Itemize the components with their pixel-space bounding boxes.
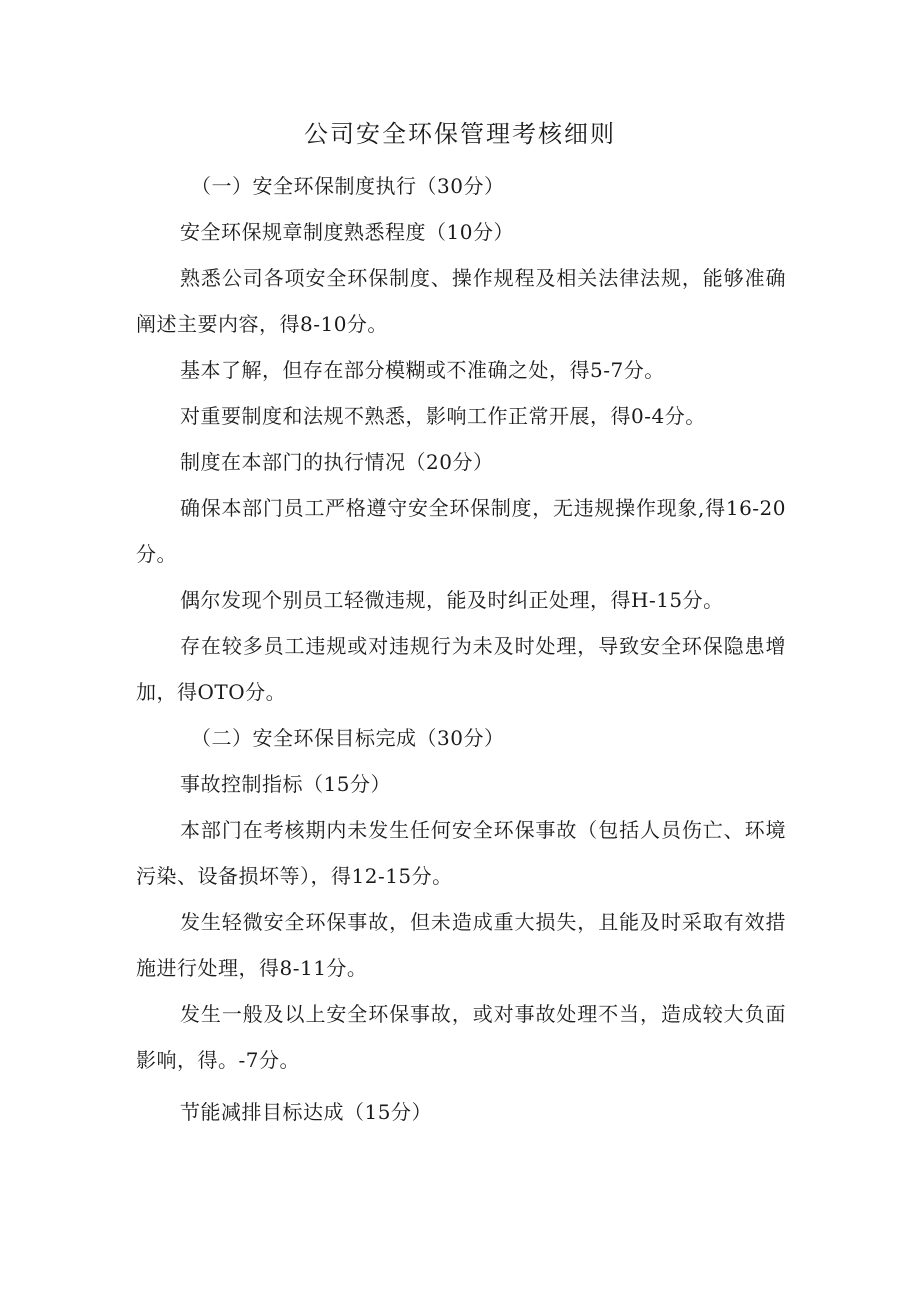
section-heading: （一）安全环保制度执行（30分） [191,174,505,198]
body-paragraph: 对重要制度和法规不熟悉，影响工作正常开展，得0-4分。 [180,404,706,428]
document-title: 公司安全环保管理考核细则 [304,120,616,148]
subsection-heading: 节能减排目标达成（15分） [180,1100,432,1124]
body-paragraph: 基本了解，但存在部分模糊或不准确之处，得5-7分。 [180,358,665,382]
body-paragraph: 发生一般及以上安全环保事故，或对事故处理不当，造成较大负面影响，得。-7分。 [136,1002,786,1072]
subsection-heading: 制度在本部门的执行情况（20分） [180,450,494,474]
subsection-heading: 安全环保规章制度熟悉程度（10分） [180,220,514,244]
section-heading: （二）安全环保目标完成（30分） [191,726,505,750]
body-paragraph: 熟悉公司各项安全环保制度、操作规程及相关法律法规，能够准确阐述主要内容，得8-10分。 [136,266,786,336]
body-paragraph: 确保本部门员工严格遵守安全环保制度，无违规操作现象,得16-20分。 [136,496,786,566]
subsection-heading: 事故控制指标（15分） [180,772,391,796]
body-paragraph: 存在较多员工违规或对违规行为未及时处理，导致安全环保隐患增加，得OTO分。 [136,634,786,704]
body-paragraph: 偶尔发现个别员工轻微违规，能及时纠正处理，得H-15分。 [180,588,724,612]
document-body [136,163,786,1135]
body-paragraph: 发生轻微安全环保事故，但未造成重大损失，且能及时采取有效措施进行处理，得8-11分。 [136,910,786,980]
body-paragraph: 本部门在考核期内未发生任何安全环保事故（包括人员伤亡、环境污染、设备损坏等），得12-15分。 [136,818,786,888]
